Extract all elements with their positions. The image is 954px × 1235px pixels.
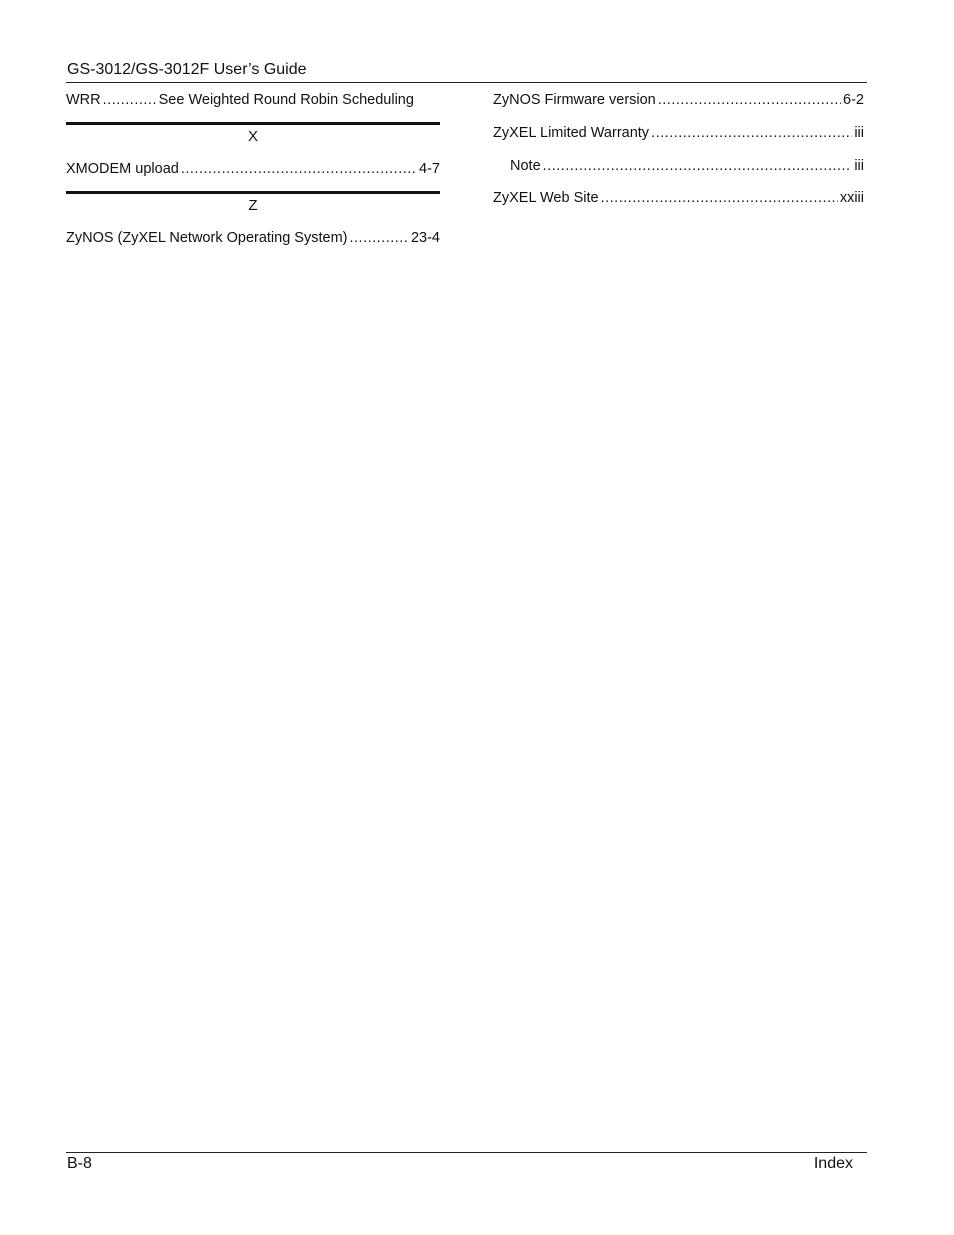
dot-leader <box>349 228 408 248</box>
index-see-reference: See Weighted Round Robin Scheduling <box>158 92 414 108</box>
dot-leader <box>181 159 417 179</box>
index-term: ZyNOS Firmware version <box>493 92 656 108</box>
index-page-number: 6-2 <box>843 92 864 108</box>
dot-leader <box>658 90 841 110</box>
dot-leader <box>103 90 157 110</box>
index-subentry-note <box>493 156 864 176</box>
index-entry-warranty <box>493 123 864 143</box>
index-entry-firmware <box>493 90 864 110</box>
index-page-number: iii <box>854 125 864 141</box>
index-entry-website <box>493 188 864 208</box>
index-page-number: 23-4 <box>410 230 440 246</box>
index-term: WRR <box>66 92 101 108</box>
index-column-right <box>493 90 864 208</box>
letter-heading-z: Z <box>66 191 440 218</box>
index-entry-wrr <box>66 90 440 110</box>
footer-page-label: B-8 <box>67 1155 92 1172</box>
dot-leader <box>601 188 838 208</box>
header-rule <box>66 82 867 83</box>
index-entry-zynos <box>66 228 440 248</box>
index-term: Note <box>510 158 541 174</box>
index-term: ZyNOS (ZyXEL Network Operating System) <box>66 230 348 246</box>
letter-heading-x: X <box>66 122 440 149</box>
page-header-title: GS-3012/GS-3012F User’s Guide <box>67 61 307 78</box>
footer-rule <box>66 1152 867 1153</box>
index-page-number: 4-7 <box>419 161 440 177</box>
index-column-left <box>66 90 440 248</box>
dot-leader <box>651 123 852 143</box>
index-entry-xmodem <box>66 159 440 179</box>
index-page-number: xxiii <box>839 190 864 206</box>
index-term: XMODEM upload <box>66 161 179 177</box>
footer-section-name: Index <box>813 1155 853 1172</box>
index-term: ZyXEL Limited Warranty <box>493 125 650 141</box>
index-term: ZyXEL Web Site <box>493 190 599 206</box>
index-page-number: iii <box>854 158 864 174</box>
dot-leader <box>543 156 853 176</box>
